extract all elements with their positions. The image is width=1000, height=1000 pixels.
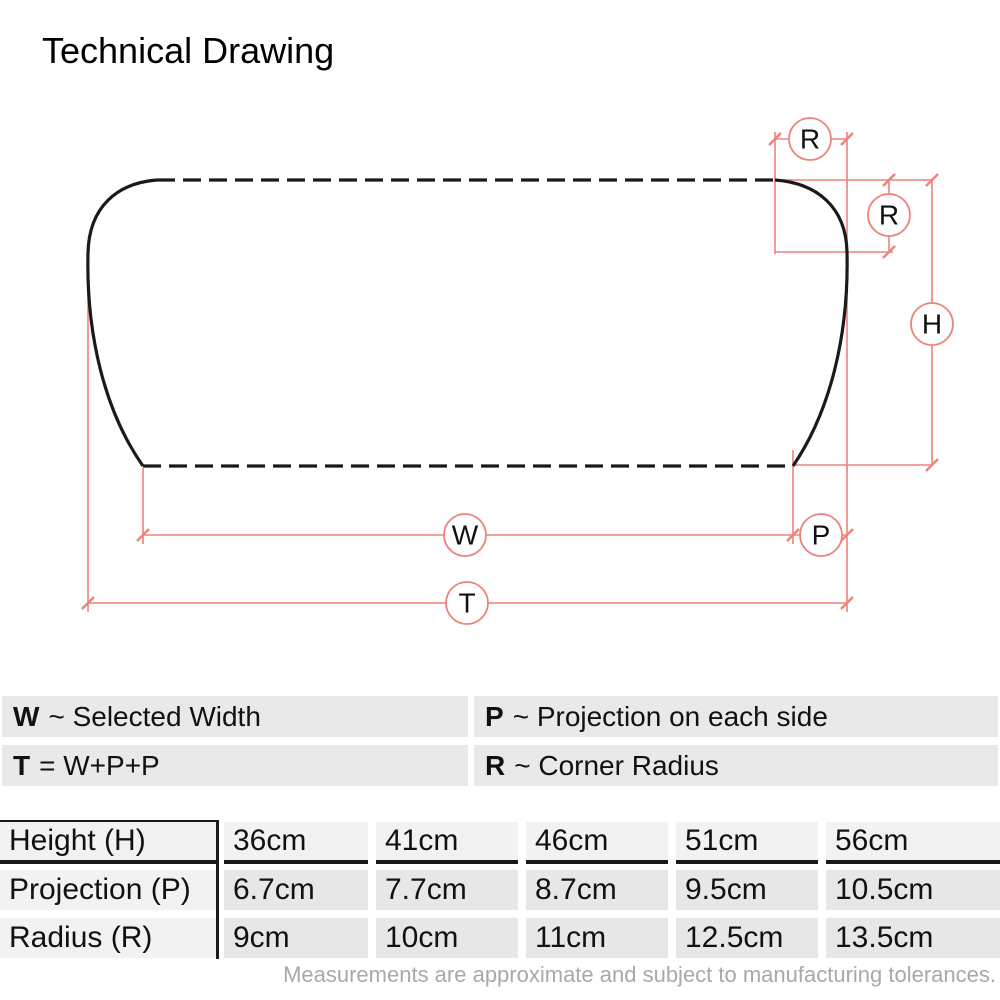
legend xyxy=(2,696,998,786)
projection-value: 8.7cm xyxy=(526,870,668,910)
legend-text-p: ~ Projection on each side xyxy=(512,700,828,732)
disclaimer-text: Measurements are approximate and subject to manufacturing tolerances. xyxy=(283,962,996,987)
legend-symbol-r: R xyxy=(485,749,506,781)
radius-value: 12.5cm xyxy=(676,918,818,958)
dim-circle-height xyxy=(911,303,953,345)
height-value: 36cm xyxy=(224,822,368,864)
projection-label: P xyxy=(811,519,831,551)
dim-circle-projection xyxy=(800,514,842,556)
dim-circle-width xyxy=(444,514,486,556)
row-label-height: Height (H) xyxy=(0,820,216,864)
radius-value: 10cm xyxy=(376,918,518,958)
height-value: 51cm xyxy=(676,822,818,864)
height-value: 46cm xyxy=(526,822,668,864)
legend-item-projection xyxy=(474,696,998,737)
legend-symbol-w: W xyxy=(13,700,40,732)
legend-item-total xyxy=(2,745,468,786)
radius-side-label: R xyxy=(878,199,900,231)
legend-symbol-t: T xyxy=(13,749,31,781)
radius-value: 11cm xyxy=(526,918,668,958)
legend-item-width xyxy=(2,696,468,737)
legend-symbol-p: P xyxy=(485,700,504,732)
table-row-height xyxy=(0,820,1000,864)
row-label-projection: Projection (P) xyxy=(0,870,216,910)
height-label: H xyxy=(921,308,943,340)
projection-value: 10.5cm xyxy=(826,870,1000,910)
table-row-projection xyxy=(0,870,1000,910)
radius-top-label: R xyxy=(799,123,821,155)
dim-circle-radius-side xyxy=(868,194,910,236)
legend-text-t: = W+P+P xyxy=(39,749,160,781)
legend-text-r: ~ Corner Radius xyxy=(514,749,719,781)
total-width-label: T xyxy=(458,587,476,619)
height-value: 41cm xyxy=(376,822,518,864)
height-value: 56cm xyxy=(826,822,1000,864)
table-row-radius xyxy=(0,918,1000,958)
outline-curved-sides xyxy=(88,180,847,466)
measurements-table xyxy=(0,820,1000,958)
width-label: W xyxy=(451,519,479,551)
projection-value: 9.5cm xyxy=(676,870,818,910)
radius-value: 13.5cm xyxy=(826,918,1000,958)
projection-value: 7.7cm xyxy=(376,870,518,910)
dim-circle-radius-top xyxy=(789,118,831,160)
table-divider xyxy=(216,820,219,959)
page-title: Technical Drawing xyxy=(42,30,335,71)
legend-text-w: ~ Selected Width xyxy=(48,700,261,732)
radius-value: 9cm xyxy=(224,918,368,958)
row-label-radius: Radius (R) xyxy=(0,918,216,958)
dim-circle-total xyxy=(446,582,488,624)
legend-item-radius xyxy=(474,745,998,786)
projection-value: 6.7cm xyxy=(224,870,368,910)
outline-dashed-edges xyxy=(143,180,793,466)
